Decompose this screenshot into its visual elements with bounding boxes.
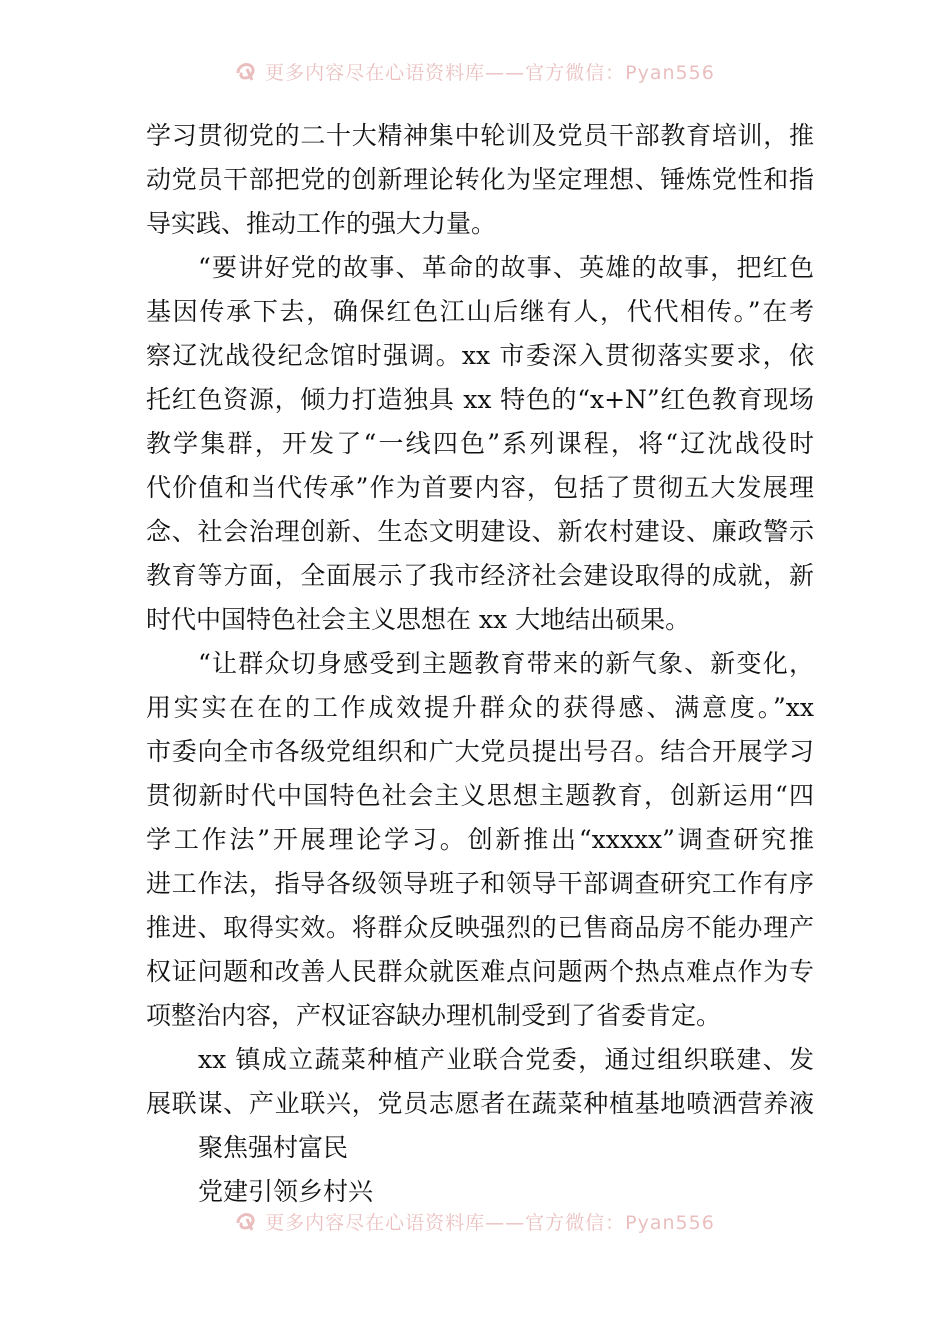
paragraph <box>146 642 814 1038</box>
text-line: 贯彻新时代中国特色社会主义思想主题教育，创新运用“四 <box>146 781 814 810</box>
watermark-header <box>0 56 950 86</box>
text-line: 念、社会治理创新、生态文明建设、新农村建设、廉政警示 <box>146 517 814 546</box>
paragraph <box>146 1038 814 1126</box>
text-line: 进工作法，指导各级领导班子和领导干部调查研究工作有序 <box>146 869 814 898</box>
watermark-footer <box>0 1206 950 1236</box>
text-line: 察辽沈战役纪念馆时强调。xx 市委深入贯彻落实要求，依 <box>146 341 814 370</box>
text-line: 动党员干部把党的创新理论转化为坚定理想、锤炼党性和指 <box>146 165 814 194</box>
paragraph <box>146 246 814 642</box>
watermark-text: 更多内容尽在心语资料库——官方微信：Pyan556 <box>265 61 715 84</box>
text-line: 教育等方面，全面展示了我市经济社会建设取得的成就，新 <box>146 561 814 590</box>
text-line: 项整治内容，产权证容缺办理机制受到了省委肯定。 <box>146 1001 722 1030</box>
text-line: 代价值和当代传承”作为首要内容，包括了贯彻五大发展理 <box>146 473 814 502</box>
text-line: 展联谋、产业联兴，党员志愿者在蔬菜种植基地喷洒营养液 <box>146 1089 814 1118</box>
text-line: 用实实在在的工作成效提升群众的获得感、满意度。”xx <box>146 693 814 722</box>
paragraph <box>146 1126 814 1170</box>
text-line: 推进、取得实效。将群众反映强烈的已售商品房不能办理产 <box>146 913 814 942</box>
text-line: 时代中国特色社会主义思想在 xx 大地结出硕果。 <box>146 605 691 634</box>
watermark-logo-icon <box>235 1209 259 1233</box>
text-line: 党建引领乡村兴 <box>198 1177 374 1206</box>
text-line: 权证问题和改善人民群众就医难点问题两个热点难点作为专 <box>146 957 814 986</box>
text-line: 学工作法”开展理论学习。创新推出“xxxxx”调查研究推 <box>146 825 814 854</box>
text-line: “让群众切身感受到主题教育带来的新气象、新变化， <box>198 649 814 678</box>
text-line: 基因传承下去，确保红色江山后继有人，代代相传。”在考 <box>146 297 814 326</box>
text-line: 教学集群，开发了“一线四色”系列课程，将“辽沈战役时 <box>146 429 814 458</box>
text-line: xx 镇成立蔬菜种植产业联合党委，通过组织联建、发 <box>198 1045 814 1074</box>
text-line: 导实践、推动工作的强大力量。 <box>146 209 497 238</box>
paragraph <box>146 114 814 246</box>
text-line: 托红色资源，倾力打造独具 xx 特色的“x+N”红色教育现场 <box>146 385 814 414</box>
document-body <box>146 114 814 1214</box>
text-line: 聚焦强村富民 <box>198 1133 349 1162</box>
watermark-text: 更多内容尽在心语资料库——官方微信：Pyan556 <box>265 1211 715 1234</box>
text-line: 学习贯彻党的二十大精神集中轮训及党员干部教育培训，推 <box>146 121 814 150</box>
text-line: 市委向全市各级党组织和广大党员提出号召。结合开展学习 <box>146 737 814 766</box>
text-line: “要讲好党的故事、革命的故事、英雄的故事，把红色 <box>198 253 814 282</box>
watermark-logo-icon <box>235 59 259 83</box>
